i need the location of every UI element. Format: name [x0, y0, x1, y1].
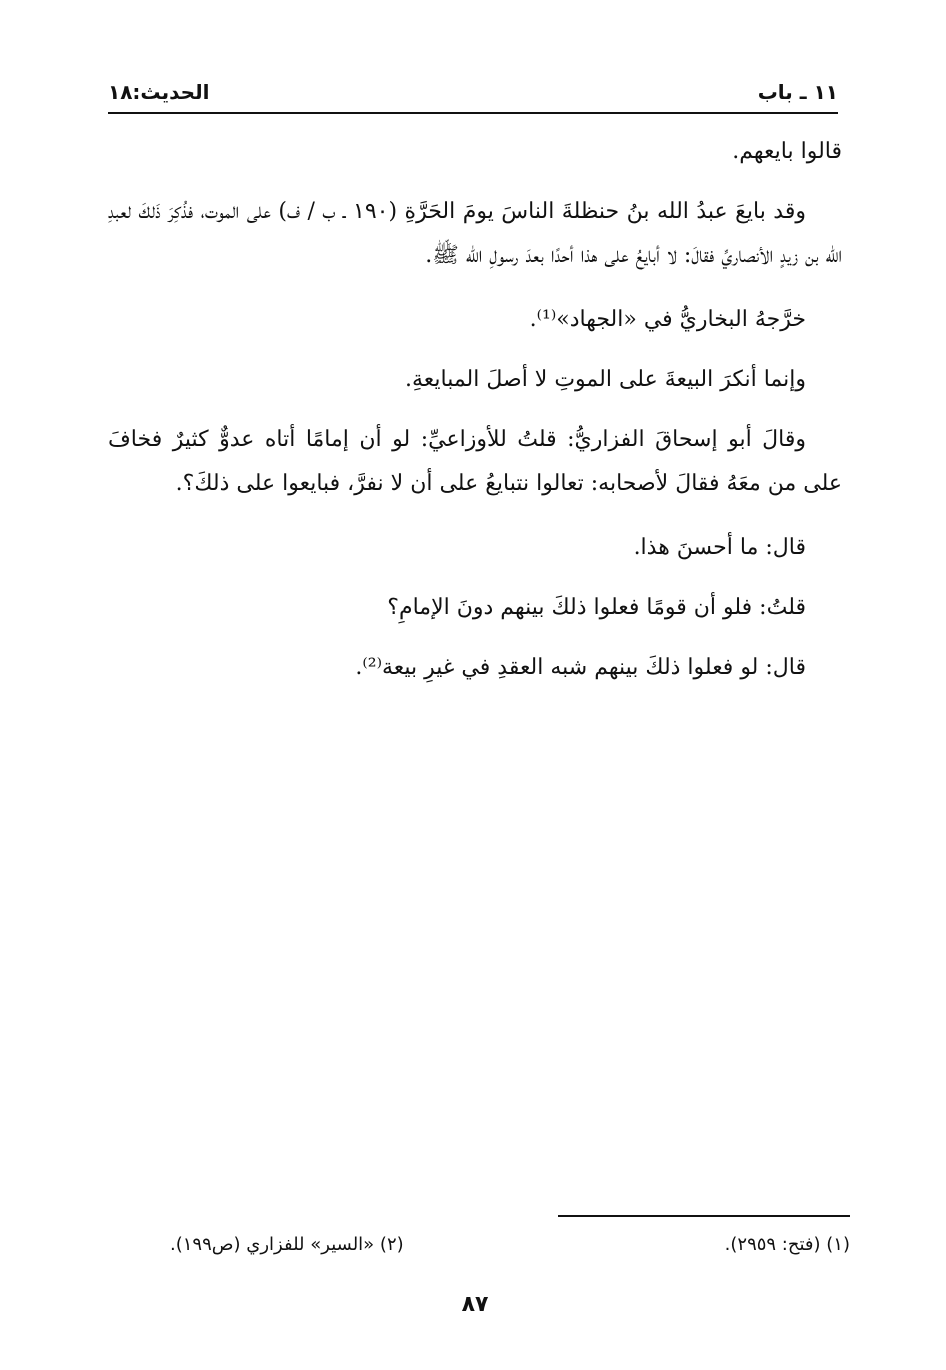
paragraph-6: قال: ما أحسنَ هذا.: [633, 535, 806, 560]
footnotes: [170, 1228, 850, 1268]
chapter-heading: ١١ ـ باب: [757, 80, 838, 104]
footnote-1: (١) (فتح: ٢٩٥٩).: [724, 1234, 850, 1255]
paragraph-4: وإنما أنكرَ البيعةَ على الموتِ لا أصلَ المبايعةِ.: [404, 367, 806, 392]
main-text: [108, 130, 842, 706]
paragraph-5: وقالَ أبو إسحاقَ الفزاريُّ: قلتُ للأوزاعيِّ: لو أن إمامًا أتاه عدوٌّ كثيرٌ فخافَ على من معَهُ فقالَ لأصحابه: تعالوا نتبايعُ على أن لا نفرَّ، فبايعوا على ذلكَ؟.: [108, 427, 842, 496]
paragraph-8: قال: لو فعلوا ذلكَ بينهم شبه العقدِ في غيرِ بيعة⁽²⁾.: [355, 655, 806, 680]
running-header: [108, 72, 838, 114]
paragraph-1: قالوا بايعهم.: [732, 139, 842, 164]
paragraph-2: وقد بايعَ عبدُ الله بنُ حنظلةَ الناسَ يومَ الحَرَّةِ (١٩٠ ـ ب / ف) على الموت، فذُكِرَ ذَلكَ لعبدِ الله بن زيدٍ الأنصاريِّ فقالَ: لا أبايعُ على هذا أحدًا بعدَ رسولِ الله ﷺ.: [108, 199, 842, 268]
hadith-number: الحديث:١٨: [108, 80, 210, 104]
paragraph-7: قلتُ: فلو أن قومًا فعلوا ذلكَ بينهم دونَ الإمامِ؟: [387, 595, 806, 620]
paragraph-3: خرَّجهُ البخاريُّ في «الجهاد»⁽¹⁾.: [529, 307, 806, 332]
footnote-divider: [558, 1215, 850, 1217]
footnote-2: (٢) «السير» للفزاري (ص١٩٩).: [170, 1234, 404, 1255]
page-number: ٨٧: [461, 1292, 489, 1317]
